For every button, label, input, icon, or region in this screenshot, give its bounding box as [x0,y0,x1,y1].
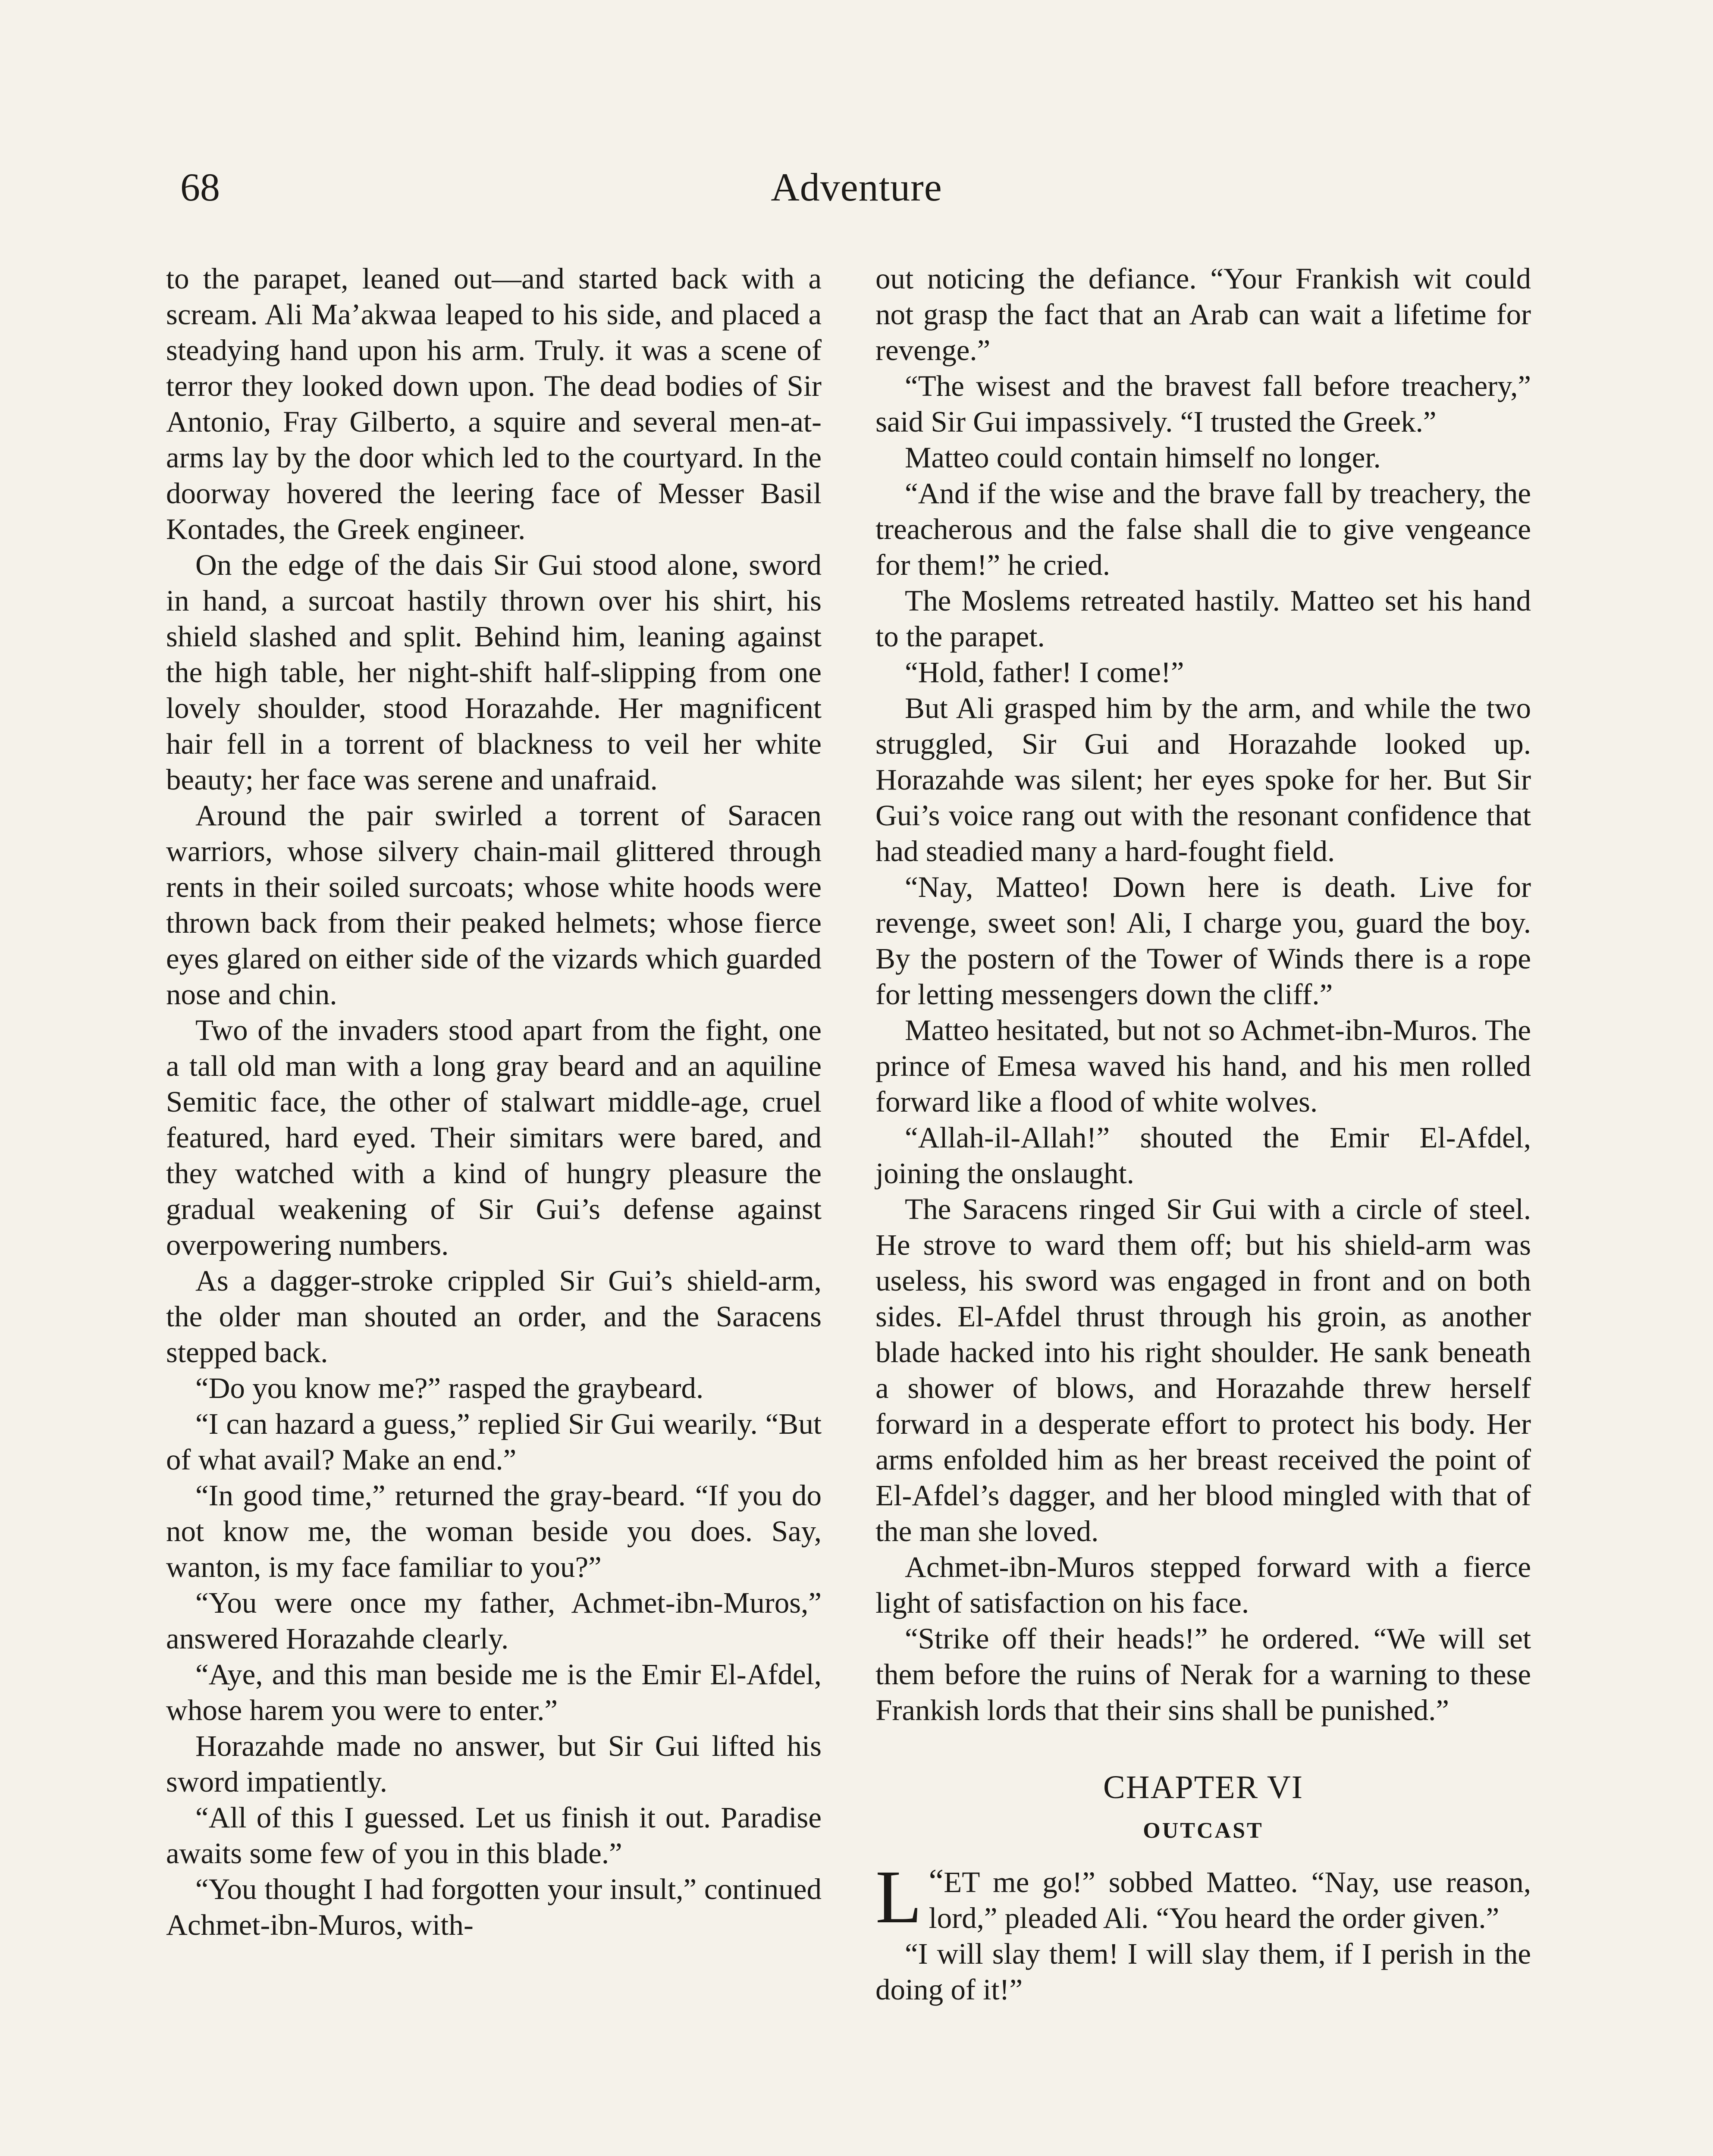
paragraph: “Strike off their heads!” he ordered. “We will set them before the ruins of Nerak for a warning to these Frankish lords that their sins shall be punished.” [875,1622,1531,1727]
chapter-subtitle: OUTCAST [1143,1818,1264,1843]
paragraph: out noticing the defiance. “Your Frankish wit could not grasp the fact that an Arab can wait a lifetime for revenge.” [875,262,1531,367]
paragraph: “Allah-il-Allah!” shouted the Emir El-Afdel, joining the onslaught. [875,1121,1531,1190]
paragraph: The Moslems retreated hastily. Matteo set his hand to the parapet. [875,584,1531,653]
paragraph: “Nay, Matteo! Down here is death. Live for revenge, sweet son! Ali, I charge you, guard the boy. By the postern of the Tower of Winds there is a rope for letting messengers down the cliff.” [875,871,1531,1011]
paragraph: Around the pair swirled a torrent of Saracen warriors, whose silvery chain-mail glittered through rents in their soiled surcoats; whose white hoods were thrown back from their peaked helmets; whose fierce eyes glared on either side of the vizards which guarded nose and chin. [166,799,822,1011]
drop-cap-letter: L [875,1855,922,1939]
paragraph: The Saracens ringed Sir Gui with a circle of steel. He strove to ward them off; but his shield-arm was useless, his sword was engaged in front and on both sides. El-Afdel thrust through his groin, as another blade hacked into his right shoulder. He sank beneath a shower of blows, and Horazahde threw herself forward in a desperate effort to protect his body. Her arms enfolded him as her breast received the point of El-Afdel’s dagger, and her blood mingled with that of the man she loved. [875,1193,1531,1548]
chapter-heading: CHAPTER VI [1103,1769,1304,1805]
chapter-opening-paragraph [875,1855,1531,1939]
paragraph: Horazahde made no answer, but Sir Gui lifted his sword impatiently. [166,1730,822,1798]
paragraph: “All of this I guessed. Let us finish it out. Paradise awaits some few of you in this blade.” [166,1801,822,1870]
paragraph: As a dagger-stroke crippled Sir Gui’s shield-arm, the older man shouted an order, and the Saracens stepped back. [166,1264,822,1369]
paragraph: “You were once my father, Achmet-ibn-Muros,” answered Horazahde clearly. [166,1586,822,1655]
paragraph: On the edge of the dais Sir Gui stood alone, sword in hand, a surcoat hastily thrown over his shirt, his shield slashed and split. Behind him, leaning against the high table, her night-shift half-slipping from one lovely shoulder, stood Horazahde. Her magnificent hair fell in a torrent of blackness to veil her white beauty; her face was serene and unafraid. [166,548,822,796]
paragraph: “Aye, and this man beside me is the Emir El-Afdel, whose harem you were to enter.” [166,1658,822,1727]
page-number: 68 [180,165,220,209]
chapter-opening-text: ET me go!” sobbed Matteo. “Nay, use reason, lord,” pleaded Ali. “You heard the order given.” [929,1866,1531,1934]
paragraph: Matteo could contain himself no longer. [905,441,1381,474]
paragraph: Achmet-ibn-Muros stepped forward with a fierce light of satisfaction on his face. [875,1551,1531,1619]
paragraph: “You thought I had forgotten your insult,” continued Achmet-ibn-Muros, with- [166,1873,822,1941]
right-column [875,261,1531,2008]
paragraph: But Ali grasped him by the arm, and while the two struggled, Sir Gui and Horazahde looked up. Horazahde was silent; her eyes spoke for her. But Sir Gui’s voice rang out with the resonant confidence that had steadied many a hard-fought field. [875,692,1531,868]
paragraph: “I can hazard a guess,” replied Sir Gui wearily. “But of what avail? Make an end.” [166,1407,822,1476]
paragraph: Matteo hesitated, but not so Achmet-ibn-Muros. The prince of Emesa waved his hand, and his men rolled forward like a flood of white wolves. [875,1014,1531,1118]
paragraph: “And if the wise and the brave fall by treachery, the treacherous and the false shall die to give vengeance for them!” he cried. [875,477,1531,581]
paragraph: “The wisest and the bravest fall before treachery,” said Sir Gui impassively. “I trusted the Greek.” [875,370,1531,438]
left-column [166,261,822,1943]
paragraph: “I will slay them! I will slay them, if I perish in the doing of it!” [875,1937,1531,2006]
paragraph: “In good time,” returned the gray-beard. “If you do not know me, the woman beside you does. Say, wanton, is my face familiar to you?” [166,1479,822,1583]
paragraph: Two of the invaders stood apart from the fight, one a tall old man with a long gray beard and an aquiline Semitic face, the other of stalwart middle-age, cruel featured, hard eyed. Their simitars were bared, and they watched with a kind of hungry pleasure the gradual weakening of Sir Gui’s defense against overpowering numbers. [166,1014,822,1261]
running-title: Adventure [771,165,942,209]
paragraph: to the parapet, leaned out—and started back with a scream. Ali Ma’akwaa leaped to his side, and placed a steadying hand upon his arm. Truly. it was a scene of terror they looked down upon. The dead bodies of Sir Antonio, Fray Gilberto, a squire and several men-at-arms lay by the door which led to the courtyard. In the doorway hovered the leering face of Messer Basil Kontades, the Greek engineer. [166,262,822,545]
paragraph: “Do you know me?” rasped the graybeard. [195,1372,704,1404]
opening-quote-mark: “ [929,1862,944,1899]
paragraph: “Hold, father! I come!” [905,656,1184,689]
